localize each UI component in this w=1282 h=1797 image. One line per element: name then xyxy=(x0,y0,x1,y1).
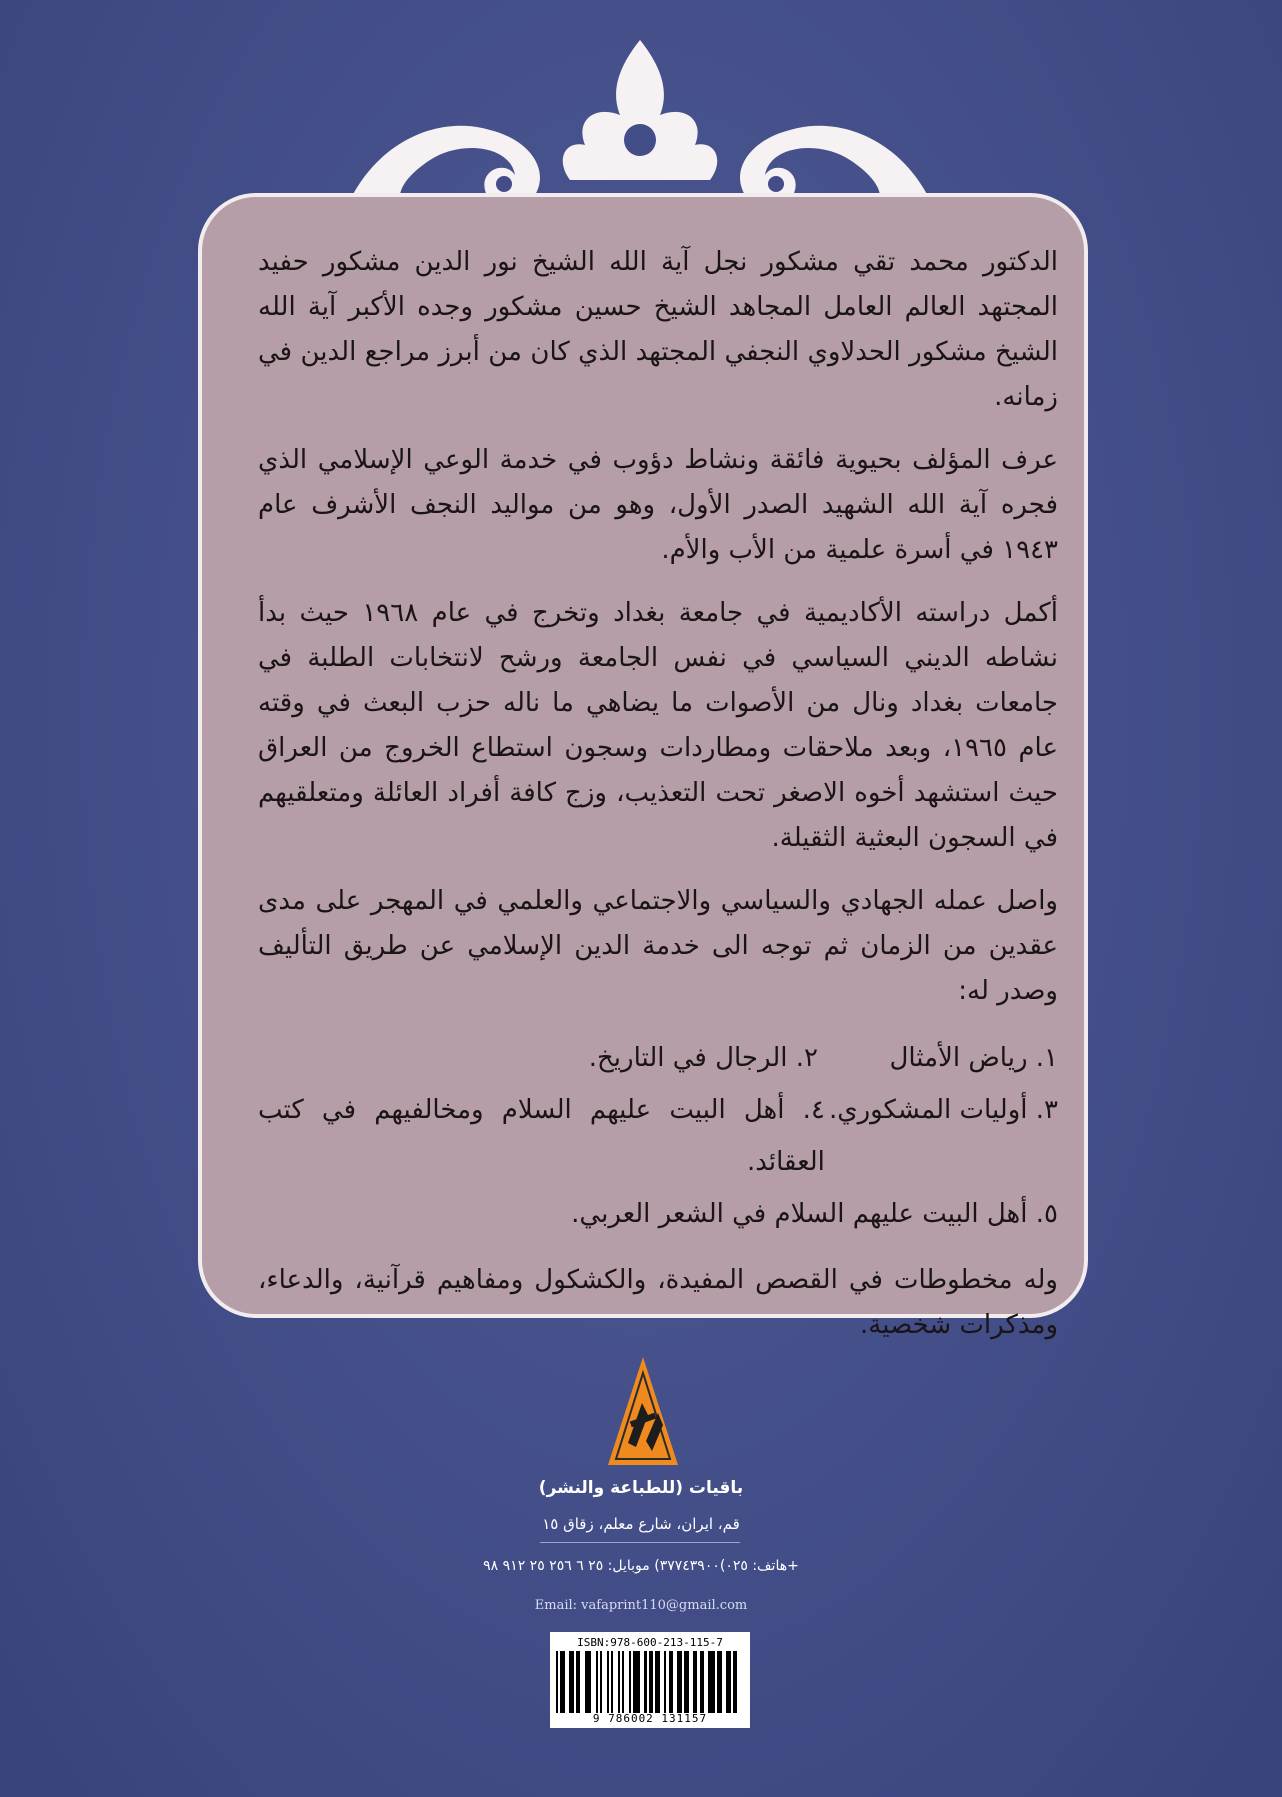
work-item-4: ٤. أهل البيت عليهم السلام ومخالفيهم في كتب العقائد. xyxy=(258,1095,825,1177)
bio-closing: وله مخطوطات في القصص المفيدة، والكشكول ومفاهيم قرآنية، والدعاء، ومذكرات شخصية. xyxy=(258,1265,1058,1340)
barcode-bar xyxy=(629,1651,631,1713)
barcode-bar xyxy=(693,1651,697,1713)
work-item-3: ٣. أوليات المشكوري. xyxy=(828,1095,1058,1125)
work-item-1: ١. رياض الأمثال xyxy=(889,1043,1058,1073)
publisher-address: قم، ايران، شارع معلم، زقاق ١٥ xyxy=(542,1515,740,1533)
biography-text xyxy=(258,240,1058,1366)
barcode-bar xyxy=(726,1651,730,1713)
barcode-bar xyxy=(622,1651,624,1713)
barcode-bar xyxy=(556,1651,558,1713)
works-list xyxy=(258,1032,1058,1240)
bio-paragraph-3: أكمل دراسته الأكاديمية في جامعة بغداد وتخرج في عام ١٩٦٨ حيث بدأ نشاطه الديني السياسي في نفس الجامعة ورشح لانتخابات الطلبة في جامعات بغداد ونال من الأصوات ما يضاهي ما ناله حزب البعث في وقته عام ١٩٦٥، وبعد ملاحقات ومطاردات وسجون استطاع الخروج من العراق حيث استشهد أخوه الاصغر تحت التعذيب، وزج كافة أفراد العائلة ومتعلقيهم في السجون البعثية الثقيلة. xyxy=(258,598,1058,853)
barcode-bar xyxy=(733,1651,737,1713)
barcode-bar xyxy=(717,1651,721,1713)
barcode-bar xyxy=(669,1651,673,1713)
bio-paragraph-4: واصل عمله الجهادي والسياسي والاجتماعي والعلمي في المهجر على مدى عقدين من الزمان ثم توجه الى خدمة الدين الإسلامي عن طريق التأليف وصدر له: xyxy=(258,886,1058,1006)
barcode-bar xyxy=(585,1651,592,1713)
barcode-bar xyxy=(684,1651,688,1713)
bio-paragraph-1: الدكتور محمد تقي مشكور نجل آية الله الشيخ نور الدين مشكور حفيد المجتهد العالم العامل المجاهد الشيخ حسين مشكور وجده الأكبر آية الله الشيخ مشكور الحدلاوي النجفي المجتهد الذي كان من أبرز مراجع الدين في زمانه. xyxy=(258,247,1058,412)
barcode-bar xyxy=(607,1651,609,1713)
bio-paragraph-2: عرف المؤلف بحيوية فائقة ونشاط دؤوب في خدمة الوعي الإسلامي الذي فجره آية الله الشهيد الصدر الأول، وهو من مواليد النجف الأشرف عام ١٩٤٣ في أسرة علمية من الأب والأم. xyxy=(258,445,1058,565)
publisher-logo xyxy=(606,1355,680,1470)
work-item-2: ٢. الرجال في التاريخ. xyxy=(588,1043,818,1073)
publisher-phone: هاتف: ٠٢٥)٣٧٧٤٣٩٠٠) موبايل: ٢٥ ٦ ٢٥٦ ٢٥ ٩١٢ ٩٨+ xyxy=(483,1558,799,1574)
publisher-name: باقيات (للطباعة والنشر) xyxy=(538,1478,744,1498)
divider xyxy=(540,1542,740,1543)
barcode-bar xyxy=(600,1651,602,1713)
barcode-bar xyxy=(664,1651,666,1713)
isbn-label: ISBN:978-600-213-115-7 xyxy=(577,1636,723,1649)
barcode-bar xyxy=(700,1651,704,1713)
barcode-bar xyxy=(644,1651,646,1713)
barcode-bar xyxy=(633,1651,640,1713)
barcode-bar xyxy=(596,1651,598,1713)
barcode-bar xyxy=(677,1651,681,1713)
publisher-email: Email: vafaprint110@gmail.com xyxy=(534,1598,748,1613)
isbn-digits: 9 786002 131157 xyxy=(592,1712,708,1725)
barcode-bars xyxy=(556,1651,744,1713)
barcode-bar xyxy=(611,1651,613,1713)
barcode-bar xyxy=(569,1651,573,1713)
barcode-bar xyxy=(655,1651,659,1713)
barcode-bar xyxy=(649,1651,653,1713)
barcode-bar xyxy=(708,1651,715,1713)
isbn-barcode xyxy=(550,1632,750,1728)
barcode-bar xyxy=(560,1651,564,1713)
barcode-bar xyxy=(576,1651,580,1713)
work-item-5: ٥. أهل البيت عليهم السلام في الشعر العربي. xyxy=(571,1199,1058,1229)
barcode-bar xyxy=(618,1651,620,1713)
